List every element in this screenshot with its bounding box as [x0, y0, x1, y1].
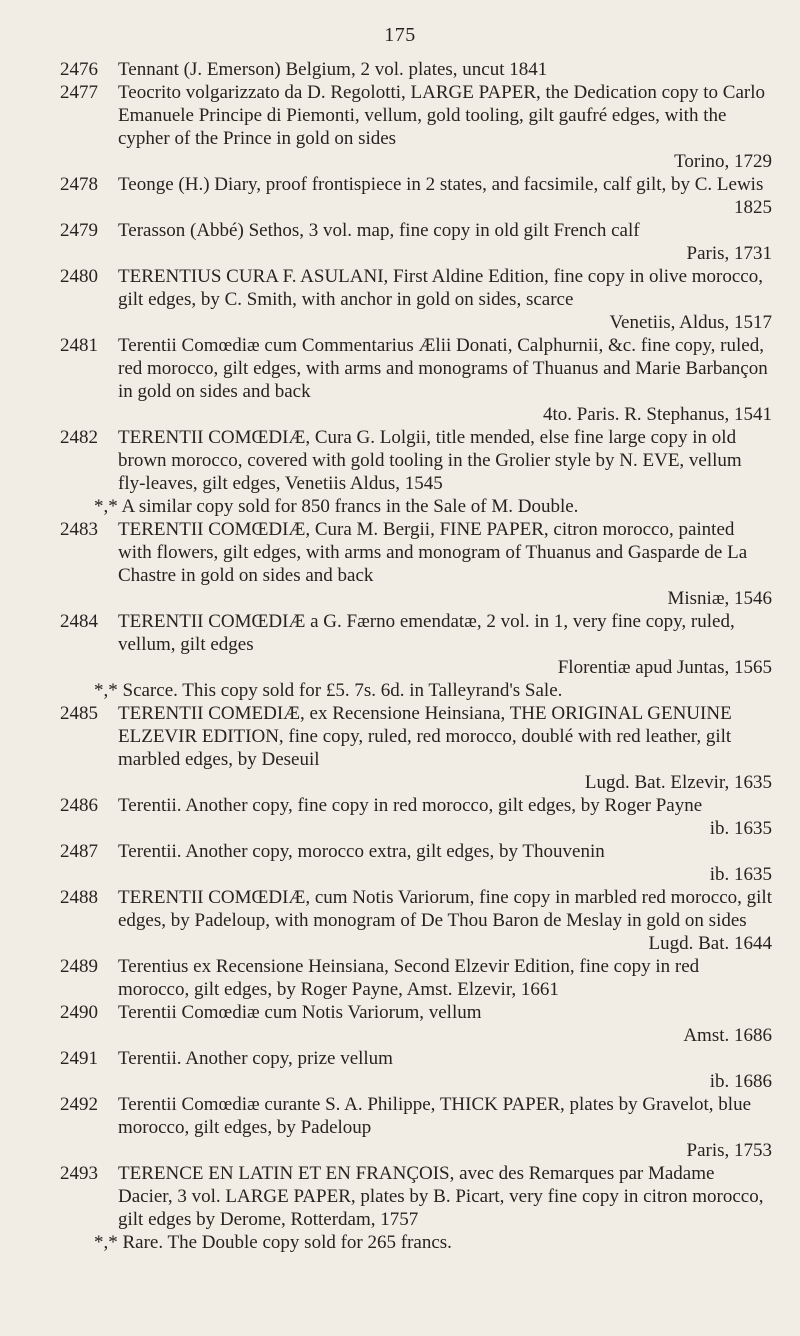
lot-description: Terentii Comœdiæ curante S. A. Philippe, THICK PAPER, plates by Gravelot, blue morocco, gilt edges, by Padeloup [118, 1094, 752, 1138]
lot-description: Terentii. Another copy, fine copy in red morocco, gilt edges, by Roger Payne [118, 795, 703, 816]
lot-description: Terentii Comœdiæ cum Commentarius Ælii Donati, Calphurnii, &c. fine copy, ruled, red morocco, gilt edges, with arms and monograms of Thuanus and Marie Barbançon in gold on sides and back [118, 335, 768, 402]
catalogue-entry [60, 426, 772, 495]
lot-description: Teonge (H.) Diary, proof frontispiece in 2 states, and facsimile, calf gilt, by C. Lewis [118, 174, 764, 195]
lot-number: 2492 [60, 1094, 98, 1115]
lot-number: 2482 [60, 427, 98, 448]
catalogue-entry [60, 81, 772, 173]
lot-imprint: Paris, 1731 [686, 243, 772, 264]
lot-description: Terentii. Another copy, prize vellum [118, 1048, 393, 1069]
lot-description: Terentii Comœdiæ cum Notis Variorum, vellum [118, 1002, 482, 1023]
lot-number: 2476 [60, 59, 98, 80]
catalogue-entry [60, 610, 772, 679]
lot-description: Terasson (Abbé) Sethos, 3 vol. map, fine copy in old gilt French calf [118, 220, 640, 241]
lot-number: 2484 [60, 611, 98, 632]
lot-number: 2480 [60, 266, 98, 287]
lot-description: Teocrito volgarizzato da D. Regolotti, LARGE PAPER, the Dedication copy to Carlo Emanuele Principe di Piemonti, vellum, gold tooling, gilt gaufré edges, with the cypher of the Prince in gold on sides [118, 82, 766, 149]
note: *,* Scarce. This copy sold for £5. 7s. 6d. in Talleyrand's Sale. [94, 680, 563, 701]
catalogue-entry [60, 518, 772, 610]
lot-imprint: ib. 1635 [709, 818, 772, 839]
lot-description: TERENTII COMŒDIÆ, Cura G. Lolgii, title mended, else fine large copy in old brown morocco, covered with gold tooling in the Grolier style by N. EVE, vellum fly-leaves, gilt edges, Venetiis Aldus, 1545 [118, 427, 742, 494]
lot-number: 2483 [60, 519, 98, 540]
lot-description: Tennant (J. Emerson) Belgium, 2 vol. plates, uncut 1841 [118, 59, 548, 80]
lot-imprint: Lugd. Bat. Elzevir, 1635 [584, 772, 772, 793]
lot-imprint: 4to. Paris. R. Stephanus, 1541 [542, 404, 772, 425]
lot-number: 2490 [60, 1002, 98, 1023]
lot-description: Terentii. Another copy, morocco extra, gilt edges, by Thouvenin [118, 841, 605, 862]
lot-number: 2486 [60, 795, 98, 816]
lot-imprint: Amst. 1686 [683, 1025, 772, 1046]
lot-number: 2489 [60, 956, 98, 977]
catalogue-entry [60, 173, 772, 219]
lot-imprint: ib. 1686 [709, 1071, 772, 1092]
lot-number: 2479 [60, 220, 98, 241]
entry-list [60, 58, 772, 1254]
catalogue-entry [60, 1093, 772, 1162]
lot-number: 2481 [60, 335, 98, 356]
lot-imprint: Paris, 1753 [686, 1140, 772, 1161]
lot-number: 2493 [60, 1163, 98, 1184]
lot-imprint: Venetiis, Aldus, 1517 [609, 312, 772, 333]
catalogue-entry [60, 334, 772, 426]
catalogue-entry [60, 886, 772, 955]
lot-number: 2487 [60, 841, 98, 862]
lot-imprint: Lugd. Bat. 1644 [648, 933, 772, 954]
lot-description: TERENTII COMŒDIÆ a G. Færno emendatæ, 2 vol. in 1, very fine copy, ruled, vellum, gilt edges [118, 611, 735, 655]
lot-number: 2485 [60, 703, 98, 724]
lot-description: TERENTII COMŒDIÆ, cum Notis Variorum, fine copy in marbled red morocco, gilt edges, by Padeloup, with monogram of De Thou Baron de Meslay in gold on sides [118, 887, 772, 931]
catalogue-entry [60, 58, 772, 81]
lot-description: TERENTII COMEDIÆ, ex Recensione Heinsiana, THE ORIGINAL GENUINE ELZEVIR EDITION, fine copy, ruled, red morocco, doublé with red leather, gilt marbled edges, by Deseuil [118, 703, 732, 770]
lot-number: 2491 [60, 1048, 98, 1069]
lot-description: TERENTII COMŒDIÆ, Cura M. Bergii, FINE PAPER, citron morocco, painted with flowers, gilt edges, with arms and monogram of Thuanus and Gasparde de La Chastre in gold on sides and back [118, 519, 748, 586]
catalogue-entry [60, 955, 772, 1001]
lot-imprint: 1825 [734, 197, 772, 218]
lot-description: TERENTIUS CURA F. ASULANI, First Aldine Edition, fine copy in olive morocco, gilt edges, by C. Smith, with anchor in gold on sides, scarce [118, 266, 763, 310]
lot-imprint: Florentiæ apud Juntas, 1565 [557, 657, 772, 678]
lot-description: TERENCE EN LATIN ET EN FRANÇOIS, avec des Remarques par Madame Dacier, 3 vol. LARGE PAPER, plates by B. Picart, very fine copy in citron morocco, gilt edges by Derome, Rotterdam, 1757 [118, 1163, 764, 1230]
note: *,* Rare. The Double copy sold for 265 francs. [94, 1232, 452, 1253]
lot-imprint: Torino, 1729 [674, 151, 772, 172]
catalogue-entry [60, 1001, 772, 1047]
lot-imprint: Misniæ, 1546 [667, 588, 772, 609]
lot-number: 2488 [60, 887, 98, 908]
page-number: 175 [384, 24, 416, 46]
catalogue-entry [60, 1162, 772, 1231]
note: *,* A similar copy sold for 850 francs in the Sale of M. Double. [94, 496, 579, 517]
catalogue-entry [60, 840, 772, 886]
lot-description: Terentius ex Recensione Heinsiana, Second Elzevir Edition, fine copy in red morocco, gilt edges, by Roger Payne, Amst. Elzevir, 1661 [118, 956, 700, 1000]
lot-imprint: ib. 1635 [709, 864, 772, 885]
catalogue-entry [60, 1047, 772, 1093]
catalogue-entry [60, 219, 772, 265]
catalogue-entry [60, 794, 772, 840]
lot-number: 2478 [60, 174, 98, 195]
lot-number: 2477 [60, 82, 98, 103]
catalogue-entry [60, 265, 772, 334]
catalogue-entry [60, 702, 772, 794]
